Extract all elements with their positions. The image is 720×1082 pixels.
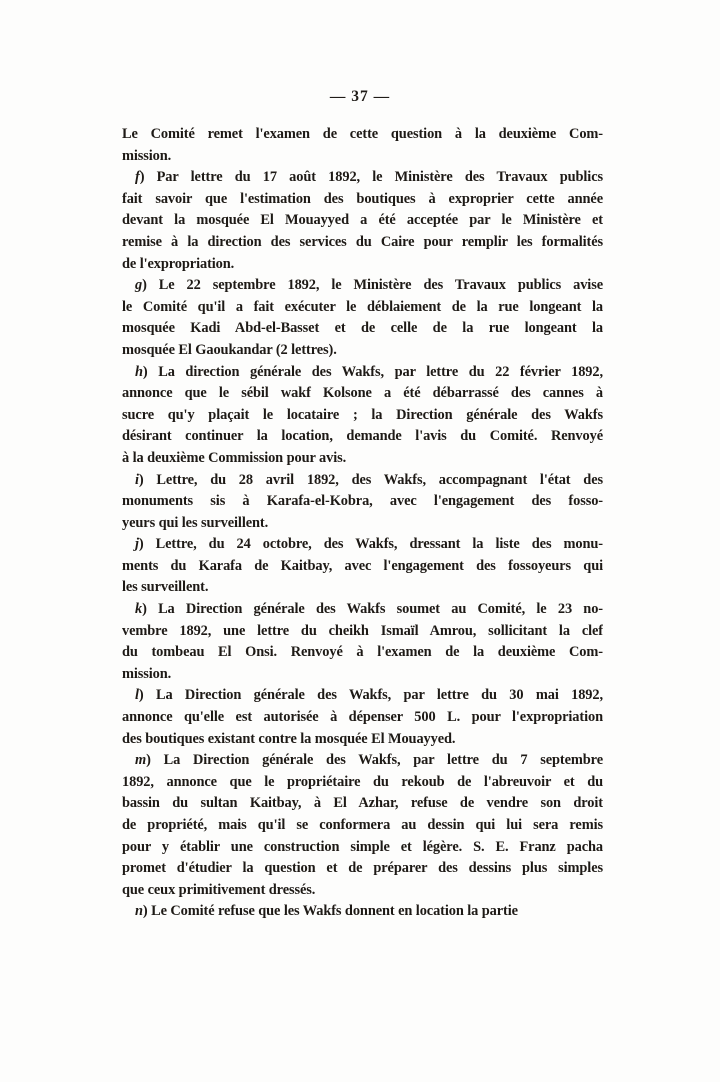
text-line: devant la mosquée El Mouayyed a été acceptée par le Ministère et: [122, 212, 603, 229]
text-line: mosquée Kadi Abd-el-Basset et de celle de la rue longeant la: [122, 320, 603, 337]
text-line: yeurs qui les surveillent.: [122, 514, 269, 531]
text-line: remise à la direction des services du Caire pour remplir les formalités: [122, 233, 603, 250]
text-line: mission.: [122, 147, 172, 164]
text-line: mission.: [122, 665, 172, 682]
text-line: que ceux primitivement dressés.: [122, 881, 316, 898]
text-line: bassin du sultan Kaitbay, à El Azhar, refuse de vendre son droit: [122, 795, 603, 812]
paragraph-label: k: [135, 601, 143, 618]
text-line: du tombeau El Onsi. Renvoyé à l'examen de la deuxième Com-: [122, 644, 603, 661]
text-line: fait savoir que l'estimation des boutiques à exproprier cette année: [122, 190, 603, 207]
paragraph-label: m: [135, 752, 147, 769]
text-line: g) Le 22 septembre 1892, le Ministère des Travaux publics avise: [135, 277, 603, 294]
text-line: m) La Direction générale des Wakfs, par lettre du 7 septembre: [135, 752, 603, 769]
text-line: k) La Direction générale des Wakfs soumet au Comité, le 23 no-: [135, 601, 603, 618]
paragraph-label: f: [135, 169, 140, 186]
text-line: vembre 1892, une lettre du cheikh Ismaïl Amrou, sollicitant la clef: [122, 622, 603, 639]
text-line: sucre qu'y plaçait le locataire ; la Direction générale des Wakfs: [122, 406, 603, 423]
text-line: annonce qu'elle est autorisée à dépenser 500 L. pour l'expropriation: [122, 709, 603, 726]
text-line: désirant continuer la location, demande l'avis du Comité. Renvoyé: [122, 428, 603, 445]
page-number: — 37 —: [329, 88, 391, 105]
text-line: monuments sis à Karafa-el-Kobra, avec l'engagement des fosso-: [122, 493, 603, 510]
text-line: n) Le Comité refuse que les Wakfs donnent en location la partie: [135, 903, 518, 920]
text-line: Le Comité remet l'examen de cette question à la deuxième Com-: [122, 126, 603, 142]
text-line: les surveillent.: [122, 579, 209, 596]
paragraph-label: h: [135, 363, 143, 380]
text-line: f) Par lettre du 17 août 1892, le Ministère des Travaux publics: [135, 169, 603, 186]
text-line: pour y établir une construction simple et légère. S. E. Franz pacha: [122, 838, 603, 855]
text-line: de l'expropriation.: [122, 255, 235, 272]
paragraph-label: n: [135, 903, 143, 920]
text-line: des boutiques existant contre la mosquée El Mouayyed.: [122, 730, 456, 747]
text-line: à la deuxième Commission pour avis.: [122, 449, 347, 466]
paragraph-label: l: [135, 687, 139, 704]
paragraph-label: i: [135, 471, 139, 488]
paragraph-label: j: [135, 536, 139, 553]
text-line: i) Lettre, du 28 avril 1892, des Wakfs, accompagnant l'état des: [135, 471, 603, 488]
paragraph-label: g: [135, 277, 143, 294]
text-line: h) La direction générale des Wakfs, par lettre du 22 février 1892,: [135, 363, 603, 380]
text-line: 1892, annonce que le propriétaire du rekoub de l'abreuvoir et du: [122, 773, 603, 790]
text-line: j) Lettre, du 24 octobre, des Wakfs, dressant la liste des monu-: [135, 536, 603, 553]
text-line: mosquée El Gaoukandar (2 lettres).: [122, 341, 337, 358]
text-line: le Comité qu'il a fait exécuter le déblaiement de la rue longeant la: [122, 298, 603, 315]
text-line: ments du Karafa de Kaitbay, avec l'engagement des fossoyeurs qui: [122, 557, 603, 574]
text-line: promet d'étudier la question et de préparer des dessins plus simples: [122, 860, 603, 877]
text-line: l) La Direction générale des Wakfs, par lettre du 30 mai 1892,: [135, 687, 603, 704]
text-block: [122, 124, 603, 923]
text-line: annonce que le sébil wakf Kolsone a été débarrassé des cannes à: [122, 385, 603, 402]
text-line: de propriété, mais qu'il se conformera au dessin qui lui sera remis: [122, 817, 603, 833]
